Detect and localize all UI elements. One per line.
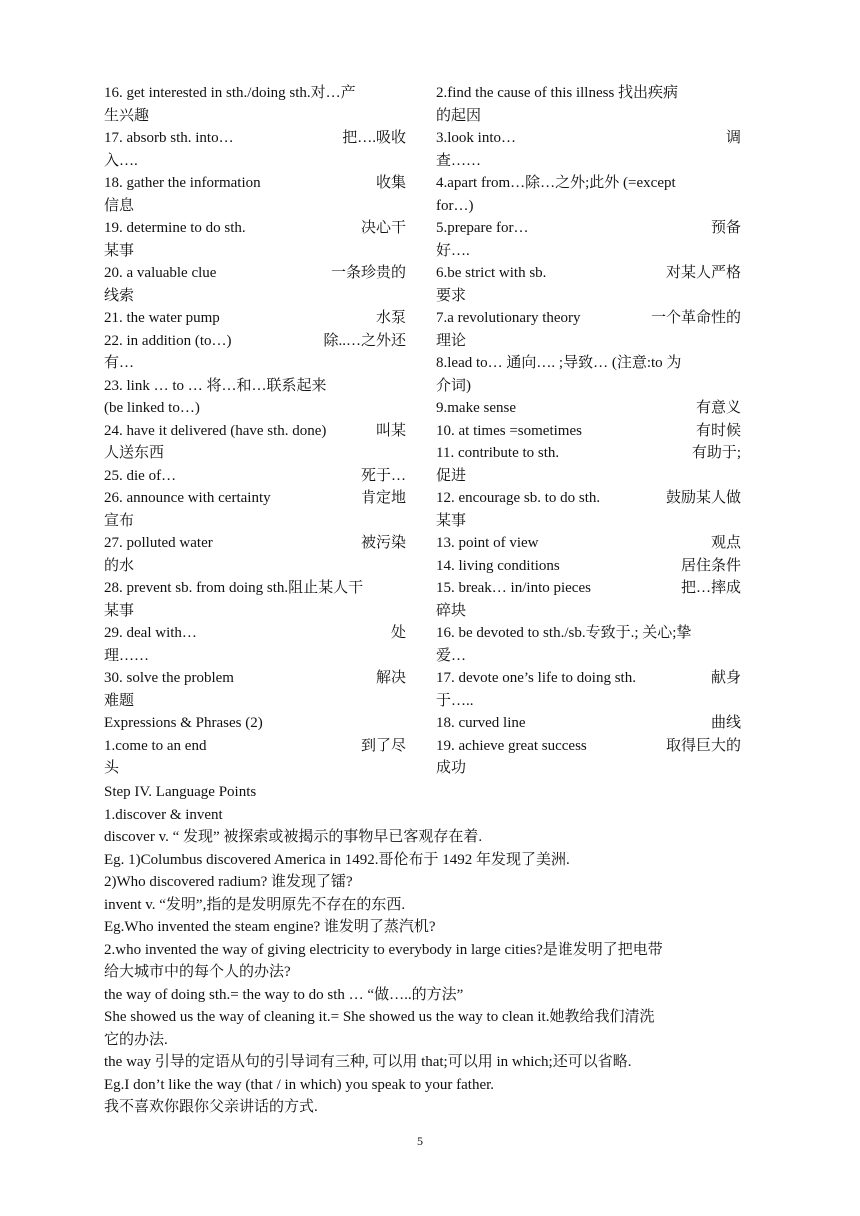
phrase-item — [104, 127, 406, 172]
phrase-chinese: 收集 — [375, 175, 406, 191]
phrase-chinese: 鼓励某人做 — [665, 490, 741, 506]
phrase-chinese: 取得巨大的 — [665, 737, 741, 754]
phrase-english: 19. achieve great success — [436, 737, 587, 754]
phrase-continuation: 好…. — [436, 242, 470, 259]
phrase-line — [104, 465, 406, 488]
phrase-item — [436, 442, 741, 487]
phrase-chinese: 水泵 — [375, 310, 406, 326]
phrase-chinese: 预备 — [710, 220, 741, 236]
phrase-item — [104, 217, 406, 262]
phrase-line — [104, 735, 406, 758]
phrase-continuation: 碎块 — [436, 602, 467, 619]
phrase-line — [104, 487, 406, 510]
phrase-line — [436, 577, 741, 600]
phrase-english: 3.look into… — [436, 130, 517, 146]
phrase-continuation: 某事 — [436, 512, 467, 529]
phrase-english: 21. the water pump — [104, 310, 220, 326]
phrase-line — [104, 217, 406, 240]
phrase-line — [104, 127, 406, 150]
phrase-item — [436, 487, 741, 532]
phrase-continuation: 的起因 — [436, 107, 482, 124]
phrase-item — [436, 420, 741, 443]
phrase-continuation: 的水 — [104, 557, 135, 574]
phrase-item — [104, 735, 406, 780]
phrase-line — [104, 330, 406, 353]
phrase-item — [436, 667, 741, 712]
phrase-line — [436, 397, 741, 420]
phrase-english: 22. in addition (to…) — [104, 332, 232, 349]
phrase-line — [436, 442, 741, 465]
phrase-item — [436, 262, 741, 307]
body-text-line: 我不喜欢你跟你父亲讲话的方式. — [104, 1099, 318, 1115]
phrase-english: 12. encourage sb. to do sth. — [436, 490, 601, 506]
body-text-line: 给大城市中的每个人的办法? — [104, 964, 291, 980]
phrase-line — [436, 735, 741, 758]
body-text-line: 2)Who discovered radium? 谁发现了镭? — [104, 874, 353, 890]
phrase-chinese: 把…摔成 — [680, 580, 741, 596]
phrase-english: 18. curved line — [436, 715, 526, 731]
phrase-line — [104, 82, 406, 105]
phrase-line — [436, 172, 741, 195]
phrase-continuation: 有… — [104, 355, 135, 371]
phrase-english: 2.find the cause of this illness 找出疾病 — [436, 85, 679, 101]
phrase-chinese: 到了尽 — [360, 737, 406, 754]
phrase-item — [436, 555, 741, 578]
phrase-continuation: 爱… — [436, 647, 467, 664]
phrase-item — [104, 712, 406, 735]
phrase-english: 9.make sense — [436, 400, 516, 416]
phrase-item — [104, 375, 406, 420]
phrase-chinese: 一条珍贵的 — [330, 265, 406, 281]
phrase-chinese: 解决 — [375, 670, 406, 686]
phrase-item — [104, 487, 406, 532]
phrase-item — [104, 330, 406, 375]
phrase-continuation: 要求 — [436, 287, 467, 304]
phrase-english: Expressions & Phrases (2) — [104, 715, 263, 731]
phrase-english: 19. determine to do sth. — [104, 220, 246, 236]
phrase-line — [436, 420, 741, 443]
phrase-english: 7.a revolutionary theory — [436, 310, 581, 326]
phrase-english: 10. at times =sometimes — [436, 422, 582, 439]
phrase-english: 4.apart from…除…之外;此外 (=except — [436, 175, 676, 191]
phrase-line — [104, 420, 406, 443]
right-phrase-column — [436, 82, 741, 780]
phrase-line — [436, 667, 741, 690]
phrase-line — [436, 82, 741, 105]
phrase-chinese: 把….吸收 — [342, 130, 406, 146]
phrase-english: 14. living conditions — [436, 557, 560, 574]
body-text-line: Step IV. Language Points — [104, 784, 257, 800]
body-text-line: 它的办法. — [104, 1031, 168, 1048]
phrase-chinese: 观点 — [710, 535, 741, 551]
phrase-chinese: 肯定地 — [360, 490, 406, 506]
left-phrase-column — [104, 82, 406, 780]
phrase-continuation: 人送东西 — [104, 445, 165, 461]
body-text-line: Eg. 1)Columbus discovered America in 1492.哥伦布于 1492 年发现了美洲. — [104, 851, 570, 868]
phrase-item — [436, 307, 741, 352]
phrase-line — [104, 262, 406, 285]
phrase-item — [104, 577, 406, 622]
phrase-continuation: 于….. — [436, 692, 474, 709]
phrase-item — [104, 532, 406, 577]
phrase-item — [436, 352, 741, 397]
phrase-item — [436, 217, 741, 262]
phrase-item — [104, 307, 406, 330]
phrase-chinese: 一个革命性的 — [650, 310, 741, 326]
phrase-item — [436, 712, 741, 735]
phrase-chinese: 被污染 — [360, 535, 406, 551]
phrase-continuation: 宣布 — [104, 512, 135, 529]
body-text-line: 2.who invented the way of giving electricity to everybody in large cities?是谁发明了把电带 — [104, 941, 663, 958]
phrase-continuation: 成功 — [436, 760, 467, 776]
phrase-english: 27. polluted water — [104, 535, 213, 551]
phrase-line — [436, 127, 741, 150]
body-text-line: discover v. “ 发现” 被探索或被揭示的事物早已客观存在着. — [104, 829, 483, 845]
phrase-chinese: 曲线 — [710, 715, 741, 731]
phrase-chinese: 叫某 — [375, 422, 406, 439]
phrase-english: 17. devote one’s life to doing sth. — [436, 670, 636, 686]
phrase-english: 30. solve the problem — [104, 670, 234, 686]
phrase-chinese: 有意义 — [695, 400, 741, 416]
body-text-line: 1.discover & invent — [104, 806, 223, 823]
phrase-columns — [104, 82, 744, 782]
phrase-item — [436, 397, 741, 420]
phrase-item — [104, 262, 406, 307]
phrase-item — [436, 577, 741, 622]
phrase-continuation: 某事 — [104, 242, 135, 259]
body-text-line: Eg.I don’t like the way (that / in which) you speak to your father. — [104, 1076, 495, 1093]
phrase-continuation: 理论 — [436, 332, 467, 349]
body-text-line: invent v. “发明”,指的是发明原先不存在的东西. — [104, 896, 406, 913]
phrase-english: 16. be devoted to sth./sb.专致于.; 关心;挚 — [436, 625, 692, 641]
phrase-line — [436, 217, 741, 240]
phrase-chinese: 除..…之外还 — [323, 332, 406, 349]
phrase-item — [104, 465, 406, 488]
phrase-line — [436, 307, 741, 330]
phrase-chinese: 献身 — [710, 670, 741, 686]
phrase-item — [104, 172, 406, 217]
phrase-line — [436, 555, 741, 578]
phrase-english: 1.come to an end — [104, 737, 207, 754]
phrase-english: 25. die of… — [104, 467, 177, 484]
body-text-line: Eg.Who invented the steam engine? 谁发明了蒸汽机? — [104, 919, 436, 935]
phrase-chinese: 死于… — [360, 467, 406, 484]
phrase-chinese: 居住条件 — [680, 557, 741, 574]
phrase-item — [104, 667, 406, 712]
phrase-english: 28. prevent sb. from doing sth.阻止某人干 — [104, 580, 364, 596]
phrase-item — [104, 82, 406, 127]
phrase-english: 13. point of view — [436, 535, 539, 551]
page-number: 5 — [417, 1134, 423, 1148]
phrase-chinese: 有助于; — [691, 445, 741, 461]
phrase-line — [436, 622, 741, 645]
phrase-continuation: 难题 — [104, 692, 135, 709]
phrase-line — [436, 532, 741, 555]
phrase-item — [436, 172, 741, 217]
phrase-english: 16. get interested in sth./doing sth.对…产 — [104, 85, 356, 101]
phrase-english: 18. gather the information — [104, 175, 261, 191]
phrase-chinese: 对某人严格 — [665, 265, 741, 281]
phrase-line — [104, 577, 406, 600]
phrase-item — [436, 622, 741, 667]
phrase-line — [104, 532, 406, 555]
phrase-continuation: 信息 — [104, 197, 135, 214]
phrase-continuation: 生兴趣 — [104, 107, 150, 124]
phrase-english: 24. have it delivered (have sth. done) — [104, 422, 327, 439]
phrase-english: 23. link … to … 将…和…联系起来 — [104, 377, 327, 394]
phrase-line — [104, 307, 406, 330]
phrase-english: 20. a valuable clue — [104, 265, 217, 281]
phrase-english: 5.prepare for… — [436, 220, 529, 236]
phrase-english: 29. deal with… — [104, 625, 197, 641]
phrase-line — [104, 712, 406, 735]
phrase-chinese: 处 — [390, 625, 406, 641]
body-text-line: the way 引导的定语从句的引导词有三种, 可以用 that;可以用 in which;还可以省略. — [104, 1054, 632, 1070]
phrase-line — [436, 262, 741, 285]
phrase-english: 11. contribute to sth. — [436, 445, 560, 461]
phrase-continuation: 介词) — [436, 377, 471, 394]
phrase-item — [436, 532, 741, 555]
phrase-continuation: (be linked to…) — [104, 400, 200, 416]
phrase-item — [436, 127, 741, 172]
phrase-english: 17. absorb sth. into… — [104, 130, 234, 146]
phrase-continuation: for…) — [436, 197, 474, 214]
phrase-line — [104, 667, 406, 690]
phrase-continuation: 某事 — [104, 602, 135, 619]
body-text-line: the way of doing sth.= the way to do sth … “做…..的方法” — [104, 986, 464, 1003]
phrase-line — [436, 487, 741, 510]
phrase-english: 15. break… in/into pieces — [436, 580, 591, 596]
phrase-line — [436, 712, 741, 735]
phrase-continuation: 理…… — [104, 647, 150, 664]
phrase-line — [436, 352, 741, 375]
phrase-continuation: 入…. — [104, 152, 138, 169]
phrase-item — [104, 420, 406, 465]
phrase-english: 26. announce with certainty — [104, 490, 271, 506]
phrase-item — [436, 735, 741, 780]
language-points-section — [104, 781, 760, 1119]
phrase-line — [104, 172, 406, 195]
phrase-line — [104, 622, 406, 645]
phrase-line — [104, 375, 406, 398]
phrase-chinese: 调 — [725, 130, 741, 146]
body-text-line: She showed us the way of cleaning it.= She showed us the way to clean it.她教给我们清洗 — [104, 1009, 655, 1025]
phrase-continuation: 头 — [104, 760, 120, 776]
phrase-continuation: 促进 — [436, 467, 467, 484]
phrase-continuation: 线索 — [104, 287, 135, 304]
phrase-continuation: 查…… — [436, 152, 482, 169]
phrase-english: 6.be strict with sb. — [436, 265, 547, 281]
phrase-item — [104, 622, 406, 667]
phrase-item — [436, 82, 741, 127]
phrase-chinese: 有时候 — [695, 422, 741, 439]
phrase-english: 8.lead to… 通向…. ;导致… (注意:to 为 — [436, 355, 682, 371]
phrase-chinese: 决心干 — [360, 220, 406, 236]
